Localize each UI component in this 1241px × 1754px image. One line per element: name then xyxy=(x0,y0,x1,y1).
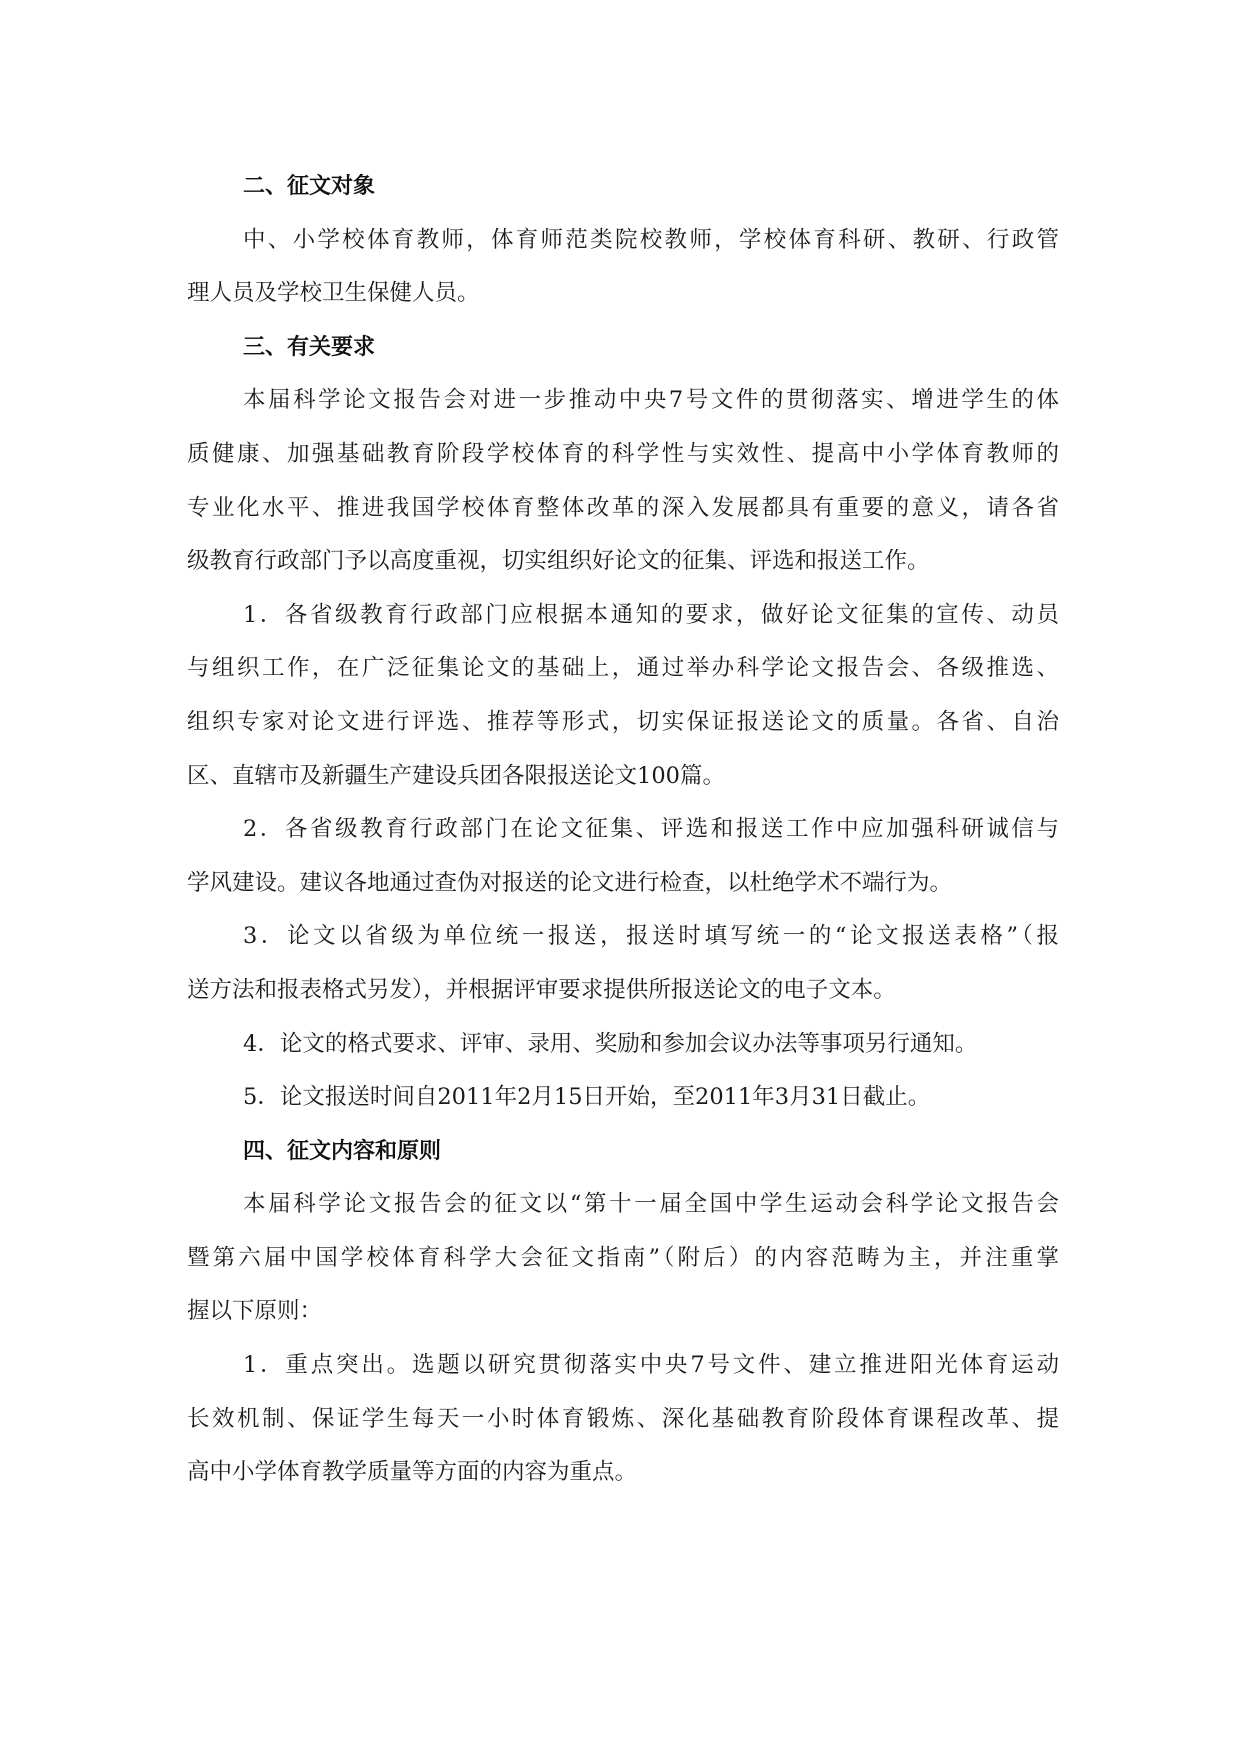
paragraph-line: 2．各省级教育行政部门在论文征集、评选和报送工作中应加强科研诚信与 xyxy=(243,816,1059,843)
paragraph-line: 长效机制、保证学生每天一小时体育锻炼、深化基础教育阶段体育课程改革、提 xyxy=(187,1405,1059,1432)
paragraph-line: 3．论文以省级为单位统一报送，报送时填写统一的“论文报送表格”（报 xyxy=(243,923,1059,950)
paragraph-line: 1．重点突出。选题以研究贯彻落实中央7号文件、建立推进阳光体育运动 xyxy=(243,1352,1059,1379)
paragraph-line: 组织专家对论文进行评选、推荐等形式，切实保证报送论文的质量。各省、自治 xyxy=(187,708,1059,735)
section-heading: 三、有关要求 xyxy=(243,334,376,360)
paragraph-line: 本届科学论文报告会对进一步推动中央7号文件的贯彻落实、增进学生的体 xyxy=(243,387,1059,414)
paragraph-line: 握以下原则： xyxy=(187,1298,323,1325)
paragraph-line: 1．各省级教育行政部门应根据本通知的要求，做好论文征集的宣传、动员 xyxy=(243,601,1059,628)
paragraph-line: 质健康、加强基础教育阶段学校体育的科学性与实效性、提高中小学体育教师的 xyxy=(187,440,1059,467)
paragraph-line: 专业化水平、推进我国学校体育整体改革的深入发展都具有重要的意义，请各省 xyxy=(187,494,1059,521)
paragraph-line: 区、直辖市及新疆生产建设兵团各限报送论文100篇。 xyxy=(187,762,725,789)
section-heading: 四、征文内容和原则 xyxy=(243,1138,442,1164)
paragraph-line: 学风建设。建议各地通过查伪对报送的论文进行检查，以杜绝学术不端行为。 xyxy=(187,869,953,896)
paragraph-line: 4．论文的格式要求、评审、录用、奖励和参加会议办法等事项另行通知。 xyxy=(243,1030,978,1057)
paragraph-line: 与组织工作，在广泛征集论文的基础上，通过举办科学论文报告会、各级推选、 xyxy=(187,655,1059,682)
paragraph-line: 5．论文报送时间自2011年2月15日开始，至2011年3月31日截止。 xyxy=(243,1084,931,1111)
section-heading: 二、征文对象 xyxy=(243,174,376,199)
paragraph-line: 送方法和报表格式另发），并根据评审要求提供所报送论文的电子文本。 xyxy=(187,976,896,1003)
paragraph-line: 暨第六届中国学校体育科学大会征文指南”（附后）的内容范畴为主，并注重掌 xyxy=(187,1244,1059,1271)
paragraph-line: 理人员及学校卫生保健人员。 xyxy=(187,280,480,307)
paragraph-line: 中、小学校体育教师，体育师范类院校教师，学校体育科研、教研、行政管 xyxy=(243,226,1059,253)
paragraph-line: 级教育行政部门予以高度重视，切实组织好论文的征集、评选和报送工作。 xyxy=(187,548,930,575)
paragraph-line: 本届科学论文报告会的征文以“第十一届全国中学生运动会科学论文报告会 xyxy=(243,1191,1059,1218)
paragraph-line: 高中小学体育教学质量等方面的内容为重点。 xyxy=(187,1459,638,1486)
document-body xyxy=(187,160,1059,1500)
